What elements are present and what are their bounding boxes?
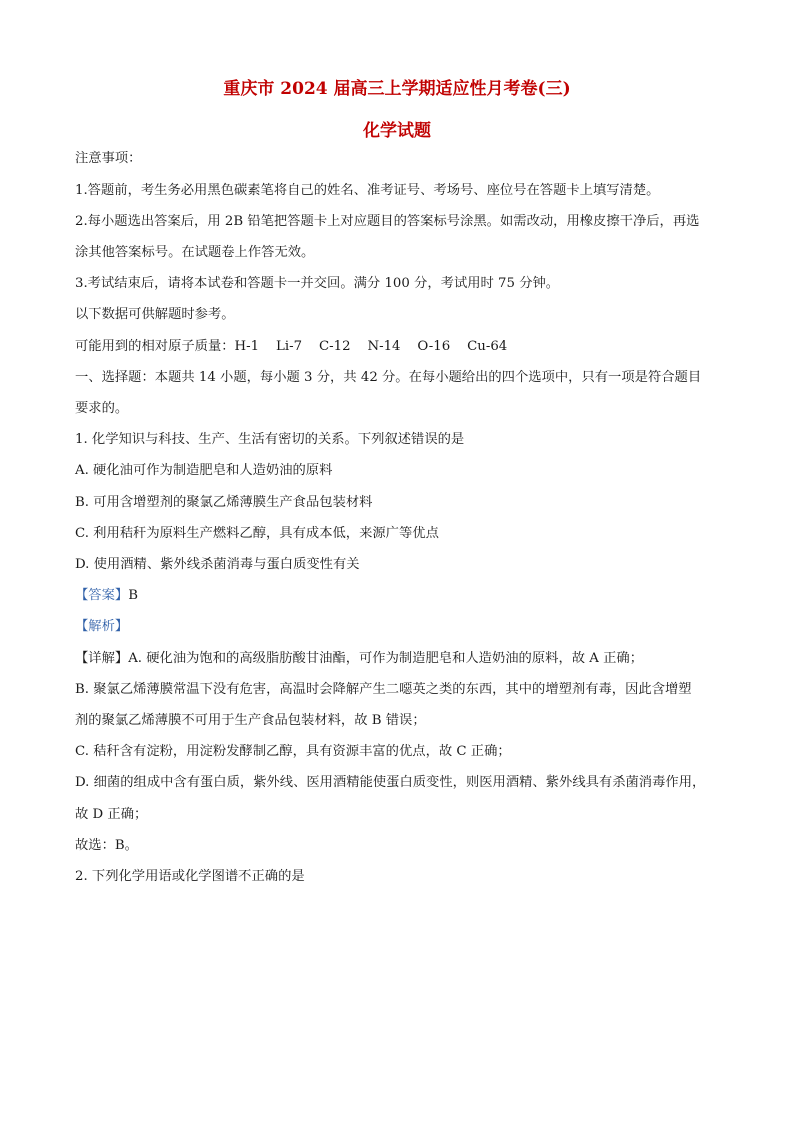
subject-title: 化学试题 bbox=[363, 121, 431, 141]
detail-d-line1: D. 细菌的组成中含有蛋白质，紫外线、医用酒精能使蛋白质变性，则医用酒精、紫外线具有杀菌消毒作用， bbox=[75, 775, 706, 790]
notice-item-2-line2: 涂其他答案标号。在试题卷上作答无效。 bbox=[75, 245, 315, 260]
conclusion: 故选：B。 bbox=[75, 838, 138, 853]
section-heading-line1: 一、选择题：本题共 14 小题，每小题 3 分，共 42 分。在每小题给出的四个选项中，只有一项是符合题目 bbox=[75, 370, 702, 385]
detail-tag: 【详解】 bbox=[75, 651, 129, 666]
question-2-stem: 2. 下列化学用语或化学图谱不正确的是 bbox=[75, 869, 305, 884]
atomic-masses: 可能用到的相对原子质量：H-1 Li-7 C-12 N-14 O-16 Cu-64 bbox=[75, 339, 508, 354]
answer-tag: 【答案】 bbox=[75, 588, 129, 603]
exam-title: 重庆市 2024 届高三上学期适应性月考卷(三) bbox=[223, 79, 571, 99]
detail-c: C. 秸秆含有淀粉，用淀粉发酵制乙醇，具有资源丰富的优点，故 C 正确； bbox=[75, 744, 511, 759]
detail-b-line2: 剂的聚氯乙烯薄膜不可用于生产食品包装材料，故 B 错误； bbox=[75, 713, 426, 728]
answer-row bbox=[75, 587, 725, 605]
detail-a-text: A. 硬化油为饱和的高级脂肪酸甘油酯，可作为制造肥皂和人造奶油的原料，故 A 正确； bbox=[128, 651, 643, 666]
section-heading-line2: 要求的。 bbox=[75, 401, 129, 416]
notice-heading: 注意事项： bbox=[75, 151, 142, 166]
notice-item-2-line1: 2.每小题选出答案后，用 2B 铅笔把答题卡上对应题目的答案标号涂黑。如需改动，用橡皮擦干净后，再选 bbox=[75, 214, 700, 229]
answer-value: B bbox=[128, 588, 138, 603]
question-1-option-d: D. 使用酒精、紫外线杀菌消毒与蛋白质变性有关 bbox=[75, 557, 360, 572]
analysis-tag: 【解析】 bbox=[75, 619, 129, 634]
notice-item-3: 3.考试结束后，请将本试卷和答题卡一并交回。满分 100 分，考试用时 75 分钟。 bbox=[75, 276, 560, 291]
reference-intro: 以下数据可供解题时参考。 bbox=[75, 307, 235, 322]
question-1-option-a: A. 硬化油可作为制造肥皂和人造奶油的原料 bbox=[75, 463, 333, 478]
question-1-option-b: B. 可用含增塑剂的聚氯乙烯薄膜生产食品包装材料 bbox=[75, 495, 373, 510]
question-1-stem: 1. 化学知识与科技、生产、生活有密切的关系。下列叙述错误的是 bbox=[75, 432, 465, 447]
question-1-option-c: C. 利用秸秆为原料生产燃料乙醇，具有成本低，来源广等优点 bbox=[75, 526, 439, 541]
analysis-row bbox=[75, 618, 725, 636]
notice-item-1: 1.答题前，考生务必用黑色碳素笔将自己的姓名、准考证号、考场号、座位号在答题卡上填写清楚。 bbox=[75, 183, 660, 198]
detail-b-line1: B. 聚氯乙烯薄膜常温下没有危害，高温时会降解产生二噁英之类的东西，其中的增塑剂有毒，因此含增塑 bbox=[75, 682, 692, 697]
detail-d-line2: 故 D 正确； bbox=[75, 807, 148, 822]
detail-a-row bbox=[75, 650, 725, 668]
